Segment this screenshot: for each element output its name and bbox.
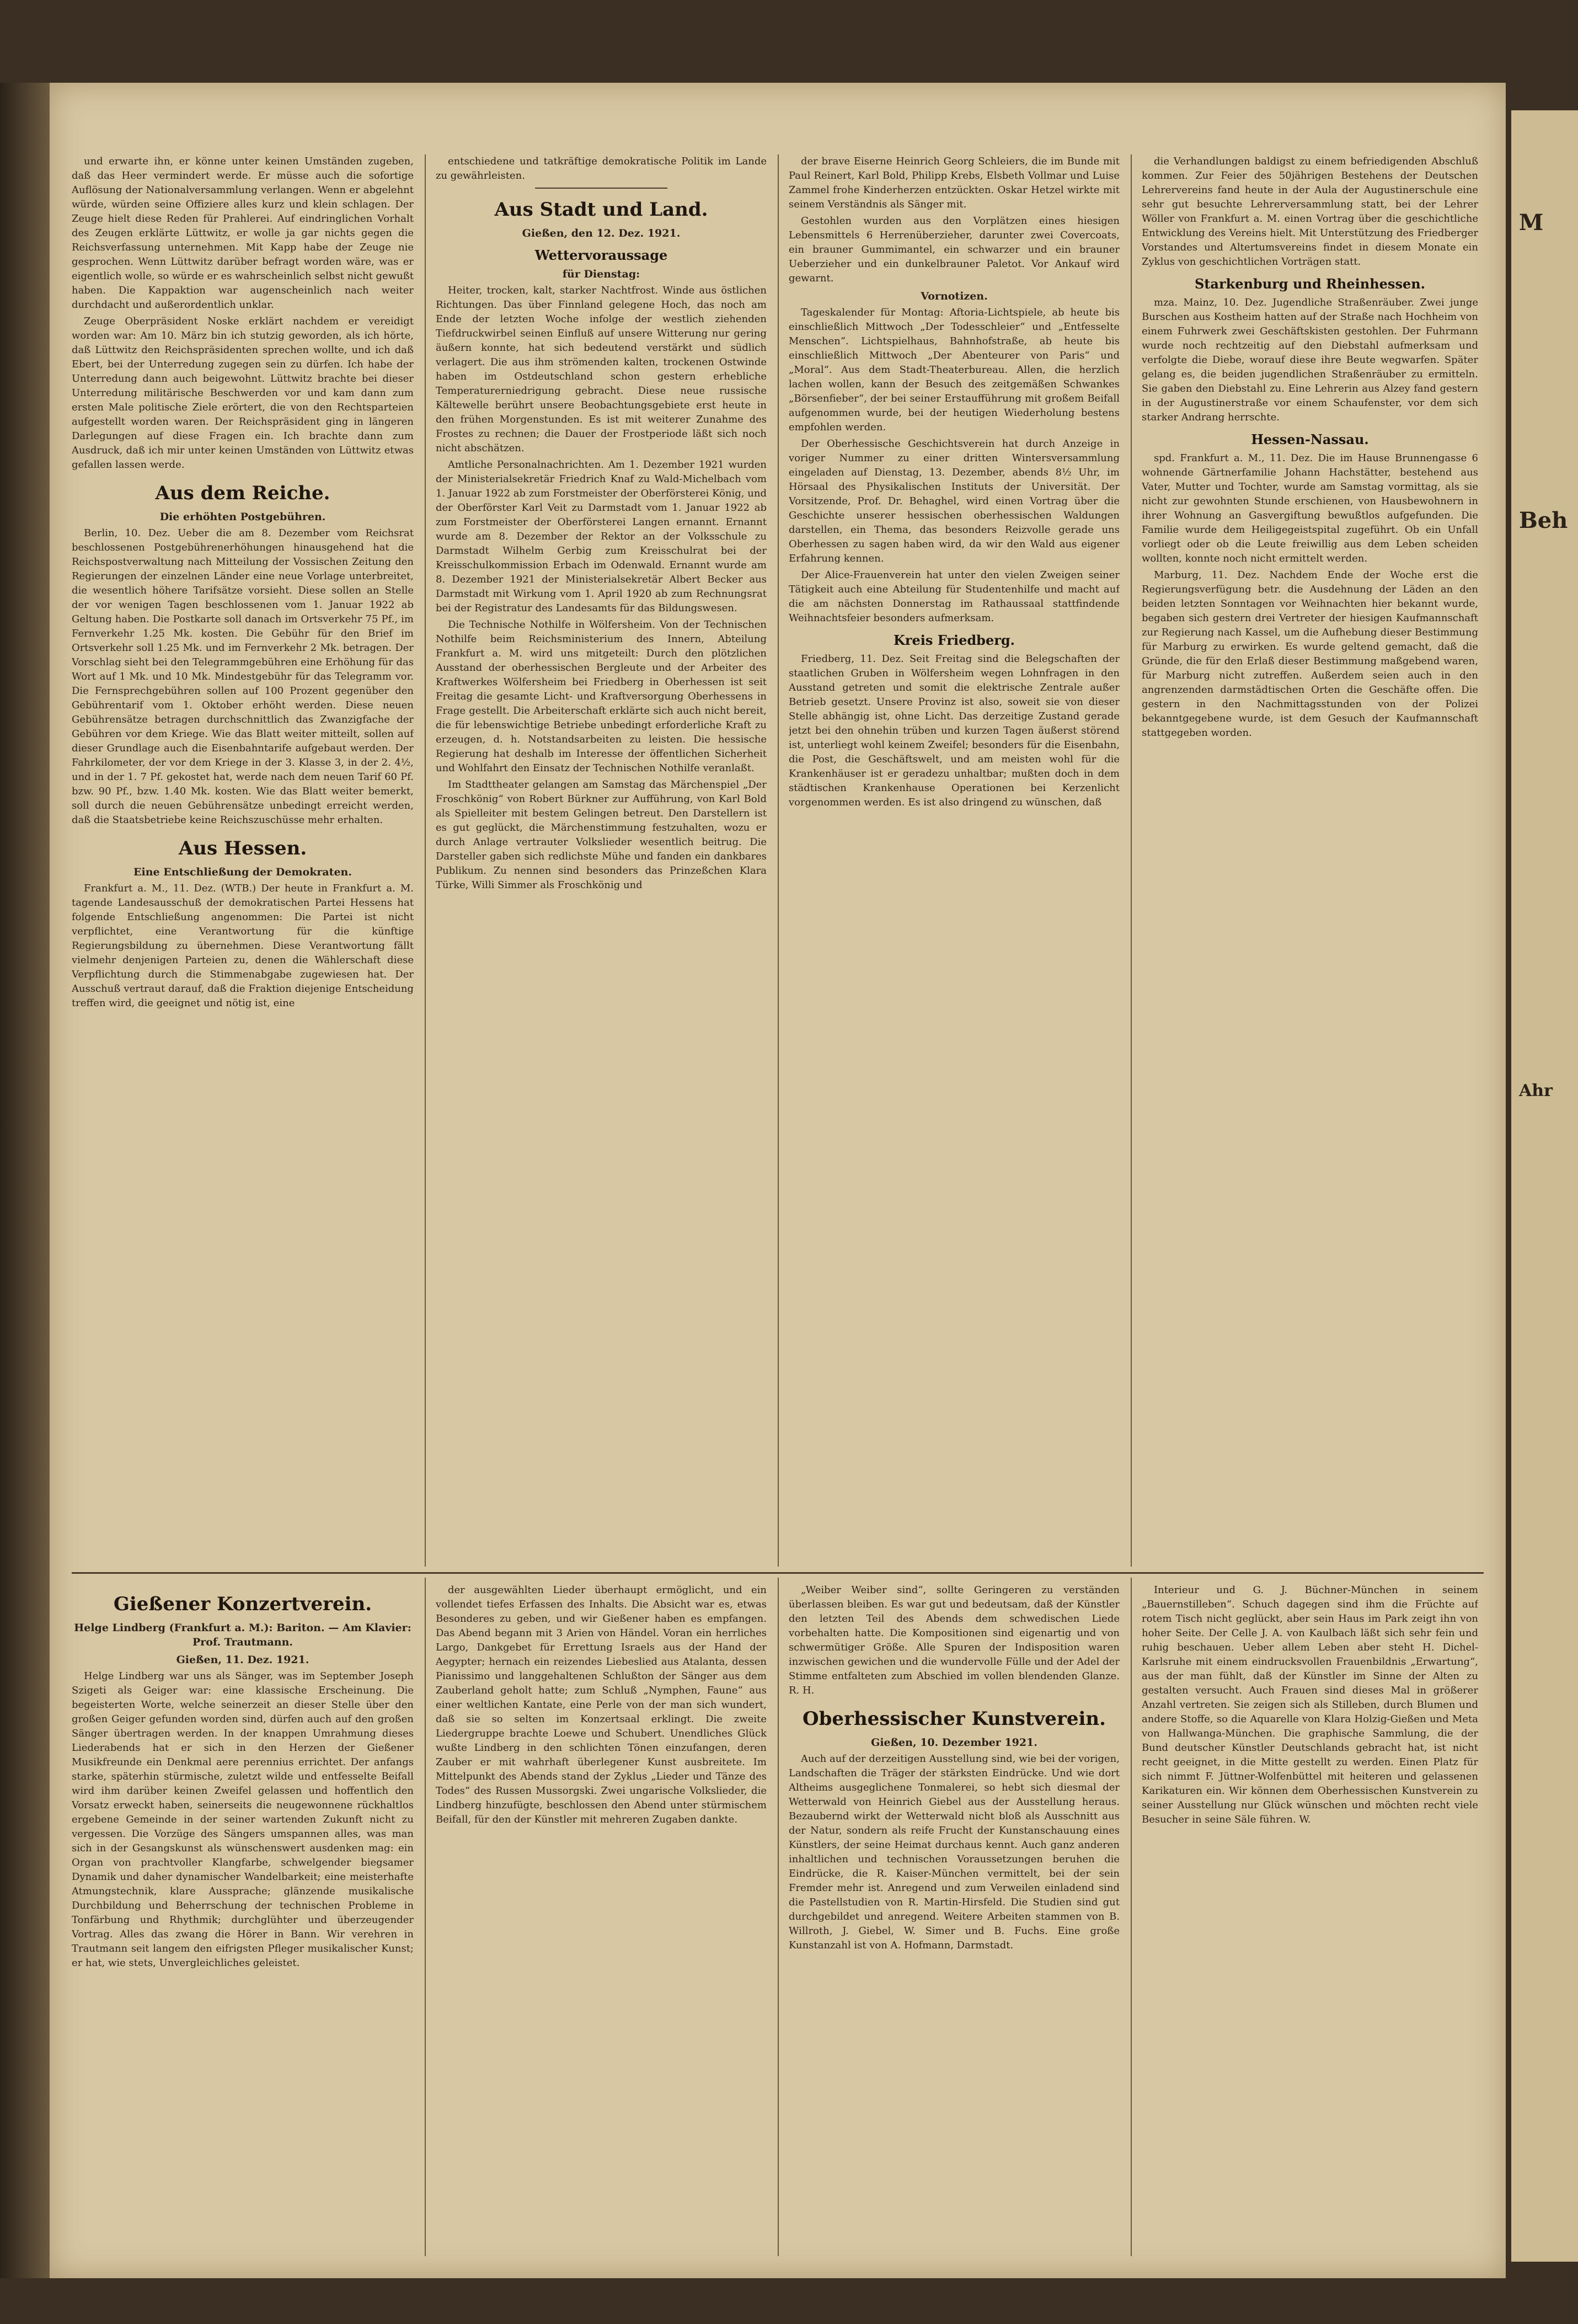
article-text: Der Alice-Frauenverein hat unter den vielen Zweigen seiner Tätigkeit auch eine Abteilung für Studentenhilfe und macht auf die am nächsten Donnerstag im Rathaussaal stattfindende Weihnachtsfeier besonders aufmerksam. xyxy=(789,569,1120,624)
dateline: Gießen, den 12. Dez. 1921. xyxy=(522,227,681,239)
concert-review xyxy=(72,1583,414,2256)
adjacent-page-fragment: Ahr xyxy=(1519,1081,1553,1100)
dateline: Gießen, 10. Dezember 1921. xyxy=(871,1737,1037,1749)
newspaper-page xyxy=(50,83,1506,2278)
article-text: Heiter, trocken, kalt, starker Nachtfrost. Winde aus östlichen Richtungen. Das über Finnland gelegene Hoch, das noch am Ende der letzten Woche infolge der westlich ziehenden Tiefdruckwirbel seinen Einfluß auf unsere Witterung nur gering äußern konnte, hat sich bedeutend verstärkt und südlich verlagert. Die aus ihm strömenden kalten, trockenen Ostwinde haben im Ostdeutschland schon gestern erhebliche Temperaturerniedrigung gebracht. Diese neue russische Kältewelle berührt unsere Beobachtungsgebiete erst heute in den frühen Morgenstunden. Es ist mit weiterer Zunahme des Frostes zu rechnen; die Dauer der Frostperiode läßt sich noch nicht abschätzen. xyxy=(436,285,767,454)
article-subheading: Vornotizen. xyxy=(921,290,988,302)
article-text: die Verhandlungen baldigst zu einem befriedigenden Abschluß kommen. Zur Feier des 50jährigen Bestehens der Deutschen Lehrervereins fand heute in der Aula der Augustinerschule eine sehr gut besuchte Lehrerversammlung statt, bei der Lehrer Wöller von Frankfurt a. M. einen Vortrag über die geschichtliche Entwicklung des Vereins hielt. Mit Unterstützung des Friedberger Vorstandes und Altertumsvereins findet in diesem Monate ein Zyklus von geschichtlichen Vorträgen statt. xyxy=(1142,156,1478,268)
art-society-article xyxy=(789,1583,1120,2256)
article-text: Zeuge Oberpräsident Noske erklärt nachdem er vereidigt worden war: Am 10. März bin ich stutzig geworden, als ich hörte, daß Lüttwitz den Reichspräsidenten sprechen wollte, und ich daß Ebert, bei der Unterredung zugegen sein zu dürfen. Ich habe der Unterredung dann auch beigewohnt. Lüttwitz brachte bei dieser Unterredung militärische Beschwerden vor und kam dann zum ersten Male politische Ziele erörtert, die von den Rechtsparteien aufgestellt worden waren. Der Reichspräsident ging in längeren Darlegungen auf diese Fragen ein. Ich brachte dann zum Ausdruck, daß ich mir unter keinen Umständen von Lüttwitz etwas gefallen lassen werde. xyxy=(72,316,414,471)
article-text: Tageskalender für Montag: Aftoria-Lichtspiele, ab heute bis einschließlich Mittwoch „Der Todesschleier“ und „Entfesselte Menschen“. Lichtspielhaus, Bahnhofstraße, ab heute bis einschließlich Mittwoch „Der Abenteurer von Paris“ und „Moral“. Aus dem Stadt-Theaterbureau. Allen, die herzlich lachen wollen, kann der Besuch des zeitgemäßen Schwankes „Börsenfieber“, der bei seiner Erstaufführung mit großem Beifall aufgenommen wurde, bei der heutigen Wiederholung bestens empfohlen werden. xyxy=(789,307,1120,433)
adjacent-page-edge xyxy=(1511,110,1578,2262)
divider xyxy=(535,188,667,189)
column-rule xyxy=(425,154,426,1567)
article-subheading: für Dienstag: xyxy=(562,268,640,280)
article-text: Friedberg, 11. Dez. Seit Freitag sind die Belegschaften der staatlichen Gruben in Wölfersheim wegen Lohnfragen in den Ausstand getreten und somit die elektrische Zentrale außer Betrieb gesetzt. Unsere Provinz ist also, soweit sie von dieser Stelle abhängig ist, ohne Licht. Das derzeitige Zustand gerade jetzt bei den ohnehin trüben und kurzen Tagen äußerst störend ist, unterliegt wohl keinem Zweifel; besonders für die Eisenbahn, die Post, die Geschäftswelt, und am meisten wohl für die Krankenhäuser ist er geradezu unhaltbar; mußten doch in dem städtischen Krankenhause Operationen bei Kerzenlicht vorgenommen werden. Es ist also dringend zu wünschen, daß xyxy=(789,653,1120,808)
section-heading: Starkenburg und Rheinhessen. xyxy=(1194,276,1426,292)
article-text: Interieur und G. J. Büchner-München in seinem „Bauernstilleben“. Schuch dagegen sind ihm die Früchte auf rotem Tisch nicht geglückt, aber sein Haus im Park zeigt ihn von hoher Seite. Der Celle J. A. von Kaulbach läßt sich sehr fein und ruhig beschauen. Ueber allem Leben aber steht H. Dichel-Karlsruhe mit einem eindrucksvollen Frauenbildnis „Erwartung“, aus der man fühlt, daß der Künstler im Sinne der Alten zu gestalten versucht. Auch Frauen sind dieses Mal in größerer Anzahl vertreten. Sie zeigen sich als Stilleben, durch Blumen und andere Stoffe, so die Aquarelle von Klara Holzig-Gießen und Meta von Hallwanga-München. Die graphische Sammlung, die der Bund deutscher Künstler Deutschlands gebracht hat, ist nicht recht geeignet, in die Mitte gestellt zu werden. Einen Platz für sich nimmt F. Jüttner-Wolfenbüttel mit heiteren und gelassenen Karikaturen ein. Wir können dem Oberhessischen Kunstverein zu seiner Ausstellung nur Glück wünschen und möchten recht viele Besucher in seine Säle führen. W. xyxy=(1142,1584,1478,1825)
article-text: Helge Lindberg war uns als Sänger, was im September Joseph Szigeti als Geiger war: eine klassische Erscheinung. Die begeisterten Worte, welche seinerzeit an dieser Stelle über den großen Geiger gefunden worden sind, dürfen auch auf den großen Sänger übertragen werden. In der knappen Umrahmung dieses Liederabends hat er sich in den Herzen der Gießener Musikfreunde ein Denkmal aere perennius errichtet. Der anfangs starke, späterhin stürmische, zuletzt wilde und entfesselte Beifall wird ihm darüber keinen Zweifel gelassen und hoffentlich den Vorsatz erweckt haben, seinerseits die neugewonnene rückhaltlos ergebene Gemeinde in der seiner wartenden Zukunft nicht zu vergessen. Die Vorzüge des Sängers umspannen alles, was man sich in der Gesangskunst als wünschenswert ausdenken mag: ein Organ von prachtvoller Klangfarbe, schwelgender biegsamer Dynamik und daher dynamischer Wandelbarkeit; eine meisterhafte Atmungstechnik, klare Aussprache; glänzende musikalische Durchbildung und Beherrschung der technischen Probleme in Tonfärbung und Rhythmik; durchglühter und überzeugender Vortrag. Alles das zwang die Hörer in Bann. Wir verehren in Trautmann seit langem den eifrigsten Pfleger musikalischer Kunst; er hat, wie stets, Unvergleichliches geleistet. xyxy=(72,1670,414,1969)
article-text: Die Technische Nothilfe in Wölfersheim. Von der Technischen Nothilfe beim Reichsministerium des Innern, Abteilung Frankfurt a. M. wird uns mitgeteilt: Durch den plötzlichen Ausstand der oberhessischen Bergleute und der Arbeiter des Kraftwerkes Wölfersheim bei Friedberg in Oberhessen ist seit Freitag die gesamte Licht- und Kraftversorgung Oberhessens in Frage gestellt. Die Arbeiterschaft erklärte sich auch nicht bereit, die für lebenswichtige Betriebe unbedingt erforderliche Kraft zu erzeugen, d. h. Notstandsarbeiten zu leisten. Die hessische Regierung hat deshalb im Interesse der öffentlichen Sicherheit und Wohlfahrt den Einsatz der Technischen Nothilfe veranlaßt. xyxy=(436,619,767,774)
section-heading: Hessen-Nassau. xyxy=(1251,431,1369,447)
article-text: Gestohlen wurden aus den Vorplätzen eines hiesigen Lebensmittels 6 Herrenüberzieher, darunter zwei Covercoats, ein brauner Gummimantel, ein schwarzer und ein brauner Ueberzieher und ein dunkelbrauner Paletot. Vor Ankauf wird gewarnt. xyxy=(789,215,1120,284)
adjacent-page-fragment: Beh xyxy=(1519,507,1568,533)
section-heading: Aus Hessen. xyxy=(178,837,307,859)
article-text: mza. Mainz, 10. Dez. Jugendliche Straßenräuber. Zwei junge Burschen aus Kostheim hatten auf der Straße nach Hochheim von einem Fuhrwerk zwei Geschäftskisten gestohlen. Der Fuhrmann wurde noch rechtzeitig auf den Diebstahl aufmerksam und verfolgte die Diebe, worauf diese ihre Beute wegwarfen. Später gelang es, die beiden jugendlichen Straßenräuber zu ermitteln. Sie gaben den Diebstahl zu. Eine Lehrerin aus Alzey fand gestern in der Augustinerstraße vor einem Schaufenster, vor dem sich starker Andrang herrschte. xyxy=(1142,297,1478,423)
article-text: Der Oberhessische Geschichtsverein hat durch Anzeige in voriger Nummer zu einer dritten Wintersversammlung eingeladen auf Dienstag, 13. Dezember, abends 8½ Uhr, im Hörsaal des Physikalischen Instituts der Universität. Der Vorsitzende, Prof. Dr. Behaghel, wird einen Vortrag über die Geschichte unserer hessischen oberhessischen Waldungen darstellen, ein Thema, das besonders Reizvolle gerade uns Oberhessen zu sagen haben wird, da wir den Wald aus eigener Erfahrung kennen. xyxy=(789,438,1120,564)
section-heading: Gießener Konzertverein. xyxy=(113,1593,372,1615)
article-text: spd. Frankfurt a. M., 11. Dez. Die im Hause Brunnengasse 6 wohnende Gärtnerfamilie Johann Hachstätter, bestehend aus Vater, Mutter und Tochter, wurde am Samstag vormittag, als sie nicht zur gewohnten Stunde erschienen, von Hausbewohnern in ihrer Wohnung an Gasvergiftung bewußtlos aufgefunden. Die Familie wurde dem Heiligegeistspital zugeführt. Ob ein Unfall vorliegt oder ob die Leute freiwillig aus dem Leben scheiden wollten, konnte noch nicht ermittelt werden. xyxy=(1142,452,1478,564)
article-text: Amtliche Personalnachrichten. Am 1. Dezember 1921 wurden der Ministerialsekretär Friedrich Knaf zu Wald-Michelbach vom 1. Januar 1922 ab zum Forstmeister der Oberförsterei König, und der Oberförster Karl Veit zu Darmstadt vom 1. Januar 1922 ab zum Forstmeister der Oberförsterei Langen ernannt. Ernannt wurde am 8. Dezember der Rektor an der Volksschule zu Darmstadt Wilhelm Gerbig zum Kreisschulrat bei der Kreisschulkommission Erbach im Odenwald. Ernannt wurde am 8. Dezember 1921 der Ministerialsekretär Albert Becker aus Darmstadt mit Wirkung vom 1. April 1920 ab zum Rechnungsrat bei der Registratur des Landesamts für das Bildungswesen. xyxy=(436,459,767,614)
book-binding-edge xyxy=(0,83,50,2278)
article-text: der ausgewählten Lieder überhaupt ermöglicht, und ein vollendet tiefes Erfassen des Inhalts. Die Absicht war es, etwas Besonderes zu geben, und wir Gießener haben es empfangen. Das Abend begann mit 3 Arien von Händel. Voran ein herrliches Largo, Dankgebet für Errettung Israels aus der Hand der Aegypter; hernach ein reizendes Liebeslied aus Atalanta, dessen Pianissimo und langgehaltenen Schlußton der Sänger aus dem Zauberland geholt hatte; zum Schluß „Nymphen, Faune“ aus einer weltlichen Kantate, eine Perle von der man sich wundert, daß sie so selten im Konzertsaal erklingt. Die zweite Liedergruppe brachte Loewe und Schubert. Unendliches Glück wußte Lindberg in den schlichten Tönen einzufangen, deren Zauber er mit wahrhaft überlegener Kunst ausbreitete. Im Mittelpunkt des Abends stand der Zyklus „Lieder und Tänze des Todes“ des Russen Mussorgski. Zwei ungarische Volkslieder, die Lindberg hinzufügte, beschlossen den Abend unter stürmischem Beifall, für den der Künstler mit mehreren Zugaben dankte. xyxy=(436,1584,767,1825)
column-rule xyxy=(778,154,779,1567)
article-text: Auch auf der derzeitigen Ausstellung sind, wie bei der vorigen, Landschaften die Träger der stärksten Eindrücke. Und wie dort Altheims ausgeglichene Tonmalerei, so hebt sich diesmal der Wetterwald von Heinrich Giebel aus der Ausstellung heraus. Bezaubernd wirkt der Wetterwald nicht bloß als Ausschnitt aus der Natur, sondern als reife Frucht der Kunstanschauung eines Künstlers, der seine Heimat durchaus kennt. Auch ganz anderen inhaltlichen und technischen Voraussetzungen beruhen die Eindrücke, die R. Kaiser-München vermittelt, bei der sein Fremder mehr ist. Anregend und zum Verweilen einladend sind die Pastellstudien von R. Martin-Hirsfeld. Die Studien sind gut durchgebildet und anregend. Weitere Arbeiten stammen von B. Willroth, J. Giebel, W. Simer und B. Fuchs. Eine große Kunstanzahl ist von A. Hofmann, Darmstadt. xyxy=(789,1753,1120,1951)
section-heading: Kreis Friedberg. xyxy=(893,632,1015,648)
section-heading: Aus dem Reiche. xyxy=(155,482,330,504)
column-3 xyxy=(789,154,1120,1567)
column-1 xyxy=(72,154,414,1567)
article-text: Frankfurt a. M., 11. Dez. (WTB.) Der heute in Frankfurt a. M. tagende Landesausschuß der demokratischen Partei Hessens hat folgende Entschließung angenommen: Die Partei ist nicht verpflichtet, eine Verantwortung für die künftige Regierungsbildung zu übernehmen. Diese Verantwortung fällt vielmehr denjenigen Parteien zu, denen die Wählerschaft diese Verpflichtung durch die Stimmenabgabe zugewiesen hat. Der Ausschuß vertraut darauf, daß die Fraktion diejenige Entscheidung treffen wird, die geeignet und nötig ist, eine xyxy=(72,883,414,1009)
column-2 xyxy=(436,154,767,1567)
column-rule xyxy=(778,1578,779,2256)
column-4 xyxy=(1142,154,1478,1567)
article-credit: Helge Lindberg (Frankfurt a. M.): Bariton. — Am Klavier: Prof. Trautmann. xyxy=(74,1622,411,1648)
article-text: Im Stadttheater gelangen am Samstag das Märchenspiel „Der Froschkönig“ von Robert Bürkner zur Aufführung, von Karl Bold als Spielleiter mit bestem Gelingen betreut. Den Darstellern ist es gut geglückt, die Märchenstimmung festzuhalten, wozu er durch Anlage vertrauter Volkslieder wesentlich beitrug. Die Darsteller gaben sich redlichste Mühe und fanden ein dankbares Publikum. Zu nennen sind besonders das Prinzeßchen Klara Türke, Willi Simmer als Froschkönig und xyxy=(436,779,767,891)
adjacent-page-fragment: M xyxy=(1519,210,1544,236)
article-subheading: Eine Entschließung der Demokraten. xyxy=(133,866,352,878)
article-text: der brave Eiserne Heinrich Georg Schleiers, die im Bunde mit Paul Reinert, Karl Bold, Philipp Krebs, Elsbeth Vollmar und Luise Zammel frohe Kinderherzen entzückten. Oskar Hetzel wirkte mit seinem Verständnis als Sänger mit. xyxy=(789,156,1120,210)
column-rule xyxy=(425,1578,426,2256)
article-text: und erwarte ihn, er könne unter keinen Umständen zugeben, daß das Heer vermindert werde. Er müsse auch die sofortige Auflösung der Nationalversammlung verlangen. Wenn er abgelehnt würde, würden seine Offiziere alles kurz und klein schlagen. Der Zeuge hielt diese Reden für Prahlerei. Auf eindringlichen Vorhalt des Zeugen erklärte Lüttwitz, er wolle ja gar nichts gegen die Reichsverfassung unternehmen. Mit Kapp habe der Zeuge nie gesprochen. Wenn Lüttwitz darüber befragt worden wäre, was er eigentlich wolle, so würde er es wahrscheinlich selbst nicht gewußt haben. Die Kappaktion war augenscheinlich nach weiter durchdacht und außerordentlich unklar. xyxy=(72,156,414,311)
art-society-article-cont xyxy=(1142,1583,1478,2256)
article-text: Berlin, 10. Dez. Ueber die am 8. Dezember vom Reichsrat beschlossenen Postgebührenerhöhungen hinausgehend hat die Reichspostverwaltung nach Mitteilung der Vossischen Zeitung den Regierungen der einzelnen Länder eine neue Vorlage unterbreitet, die wesentlich höhere Tarifsätze vorsieht. Diese sollen an Stelle der vor wenigen Tagen beschlossenen vom 1. Januar 1922 ab Geltung haben. Die Postkarte soll danach im Ortsverkehr 75 Pf., im Fernverkehr 1.25 Mk. kosten. Die Gebühr für den Brief im Ortsverkehr soll 1.25 Mk. und im Fernverkehr 2 Mk. betragen. Der Vorschlag sieht bei den Telegrammgebühren eine Erhöhung für das Wort auf 1 Mk. und 10 Mk. Mindestgebühr für das Telegramm vor. Die Fernsprechgebühren sollen auf 100 Prozent gegenüber den Gebührentarif vom 1. Oktober erhöht werden. Diese neuen Gebührensätze betragen durchschnittlich das Zwanzigfache der Gebühren vor dem Kriege. Wie das Blatt weiter mitteilt, sollen auf dieser Grundlage auch die Eisenbahntarife aufgebaut werden. Der Fahrkilometer, der vor dem Kriege in der 3. Klasse 3, in der 2. 4½, und in der 1. 7 Pf. gekostet hat, werde nach dem neuen Tarif 60 Pf. bzw. 90 Pf., bzw. 1.40 Mk. kosten. Wie das Blatt weiter bemerkt, soll durch die neuen Gebührensätze unbedingt erreicht werden, daß die Staatsbetriebe keine Reichszuschüsse mehr erhalten. xyxy=(72,527,414,826)
article-subheading: Die erhöhten Postgebühren. xyxy=(159,511,326,523)
article-text: entschiedene und tatkräftige demokratische Politik im Lande zu gewährleisten. xyxy=(436,156,767,181)
article-text: „Weiber Weiber sind“, sollte Geringeren zu verständen überlassen bleiben. Es war gut und bedeutsam, daß der Künstler den letzten Teil des Abends dem schwedischen Liede vorbehalten hatte. Die Kompositionen sind eigenartig und von schwermütiger Größe. Alle Spuren der Indisposition waren inzwischen gewichen und die wundervolle Fülle und der Adel der Stimme entfalteten zum Abschied im vollen blendenden Glanze. R. H. xyxy=(789,1584,1120,1696)
column-rule xyxy=(1131,154,1132,1567)
article-subheading: Wettervoraussage xyxy=(534,247,668,263)
article-text: Marburg, 11. Dez. Nachdem Ende der Woche erst die Regierungsverfügung betr. die Ausdehnung der Läden an den beiden letzten Sonntagen vor Weihnachten hier bekannt wurde, begaben sich gestern drei Vertreter der hiesigen Kaufmannschaft zur Regierung nach Kassel, um die Aufhebung dieser Bestimmung für Marburg zu erwirken. Es wurde geltend gemacht, daß die Gründe, die für den Erlaß dieser Bestimmung maßgebend waren, für Marburg nicht zutreffen. Außerdem seien auch in den angrenzenden darmstädtischen Orten die Geschäfte offen. Die gestern in den Nachmittagsstunden von der Polizei bekanntgegebene wurde, ist dem Gesuch der Kaufmannschaft stattgegeben worden. xyxy=(1142,569,1478,739)
column-rule xyxy=(1131,1578,1132,2256)
section-divider xyxy=(72,1572,1484,1574)
dateline: Gießen, 11. Dez. 1921. xyxy=(176,1654,309,1666)
section-heading: Aus Stadt und Land. xyxy=(494,199,708,221)
concert-review-cont xyxy=(436,1583,767,2256)
section-heading: Oberhessischer Kunstverein. xyxy=(803,1708,1106,1730)
